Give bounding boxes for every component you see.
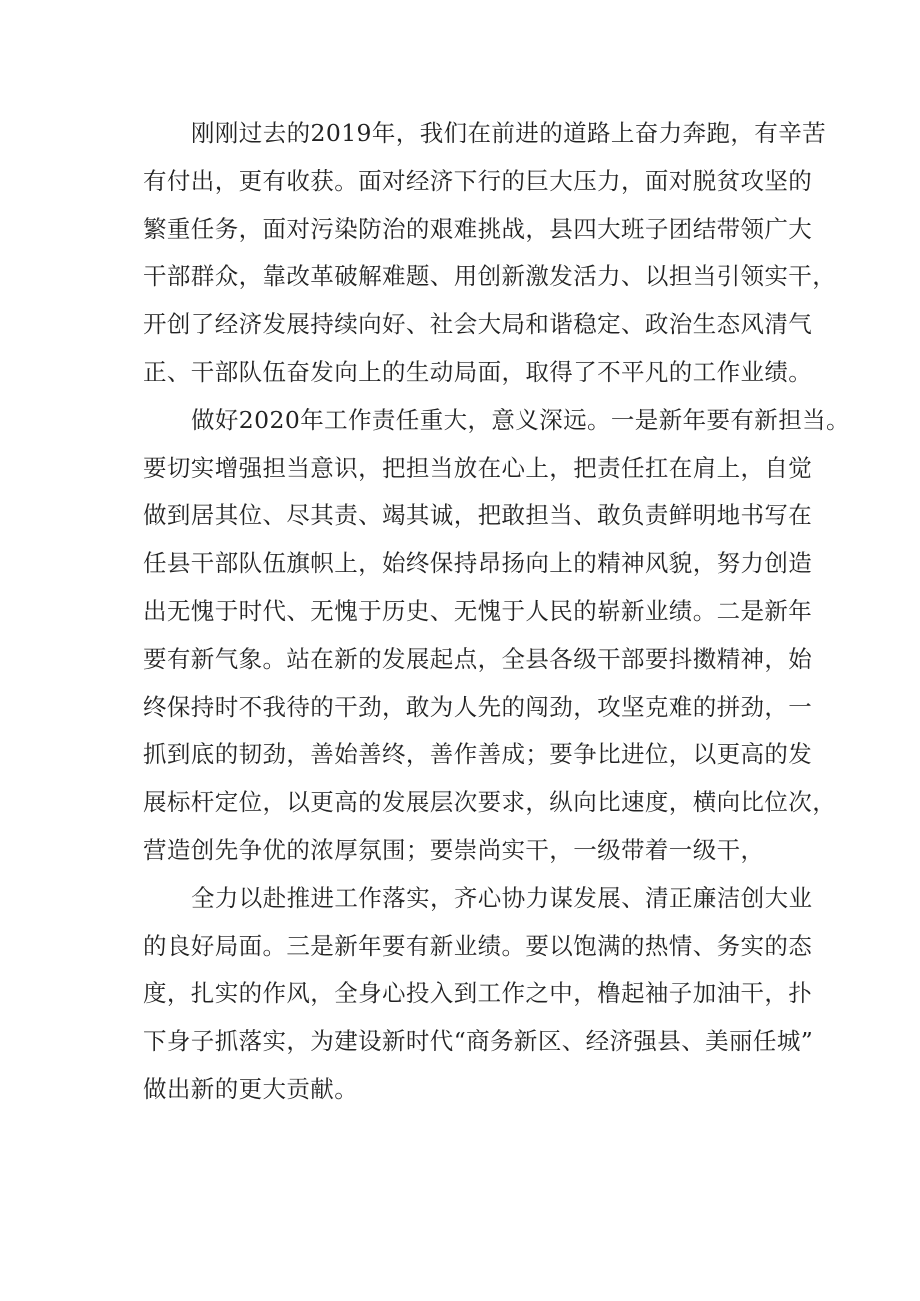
text-line: 的良好局面。三是新年要有新业绩。要以饱满的热情、务实的态 [143, 931, 813, 960]
text-line: 下身子抓落实，为建设新时代“商务新区、经济强县、美丽任城” [143, 1027, 814, 1056]
text-line: 做出新的更大贡献。 [143, 1074, 359, 1103]
text-line: 刚刚过去的2019年，我们在前进的道路上奋力奔跑，有辛苦 [191, 119, 827, 147]
paragraph-2 [143, 397, 850, 875]
text-line: 做好2020年工作责任重大，意义深远。一是新年要有新担当。 [191, 405, 850, 434]
body-text [143, 110, 850, 1114]
text-line: 做到居其位、尽其责、竭其诚，把敢担当、敢负责鲜明地书写在 [143, 501, 813, 530]
paragraph-3 [143, 875, 814, 1114]
text-line: 要有新气象。站在新的发展起点，全县各级干部要抖擞精神，始 [143, 644, 813, 673]
text-line: 终保持时不我待的干劲，敢为人先的闯劲，攻坚克难的拼劲，一 [143, 692, 813, 721]
text-line: 有付出，更有收获。面对经济下行的巨大压力，面对脱贫攻坚的 [143, 166, 813, 195]
text-line: 要切实增强担当意识，把担当放在心上，把责任扛在肩上，自觉 [143, 453, 813, 482]
text-line: 任县干部队伍旗帜上，始终保持昂扬向上的精神风貌，努力创造 [143, 549, 813, 578]
text-line: 繁重任务，面对污染防治的艰难挑战，县四大班子团结带领广大 [143, 214, 813, 243]
text-line: 开创了经济发展持续向好、社会大局和谐稳定、政治生态风清气 [143, 310, 813, 339]
text-line: 度，扎实的作风，全身心投入到工作之中，橹起袖子加油干，扑 [143, 979, 813, 1008]
paragraph-1 [143, 110, 837, 397]
text-line: 干部群众，靠改革破解难题、用创新激发活力、以担当引领实干， [143, 262, 837, 291]
text-line: 展标杆定位，以更高的发展层次要求，纵向比速度，横向比位次， [143, 788, 837, 817]
text-line: 正、干部队伍奋发向上的生动局面，取得了不平凡的工作业绩。 [143, 357, 813, 386]
text-line: 营造创先争优的浓厚氛围；要崇尚实干，一级带着一级干， [143, 835, 765, 864]
text-line: 抓到底的韧劲，善始善终，善作善成；要争比进位，以更高的发 [143, 740, 813, 769]
text-line: 全力以赴推进工作落实，齐心协力谋发展、清正廉洁创大业 [191, 883, 813, 912]
text-line: 出无愧于时代、无愧于历史、无愧于人民的崭新业绩。二是新年 [143, 596, 813, 625]
